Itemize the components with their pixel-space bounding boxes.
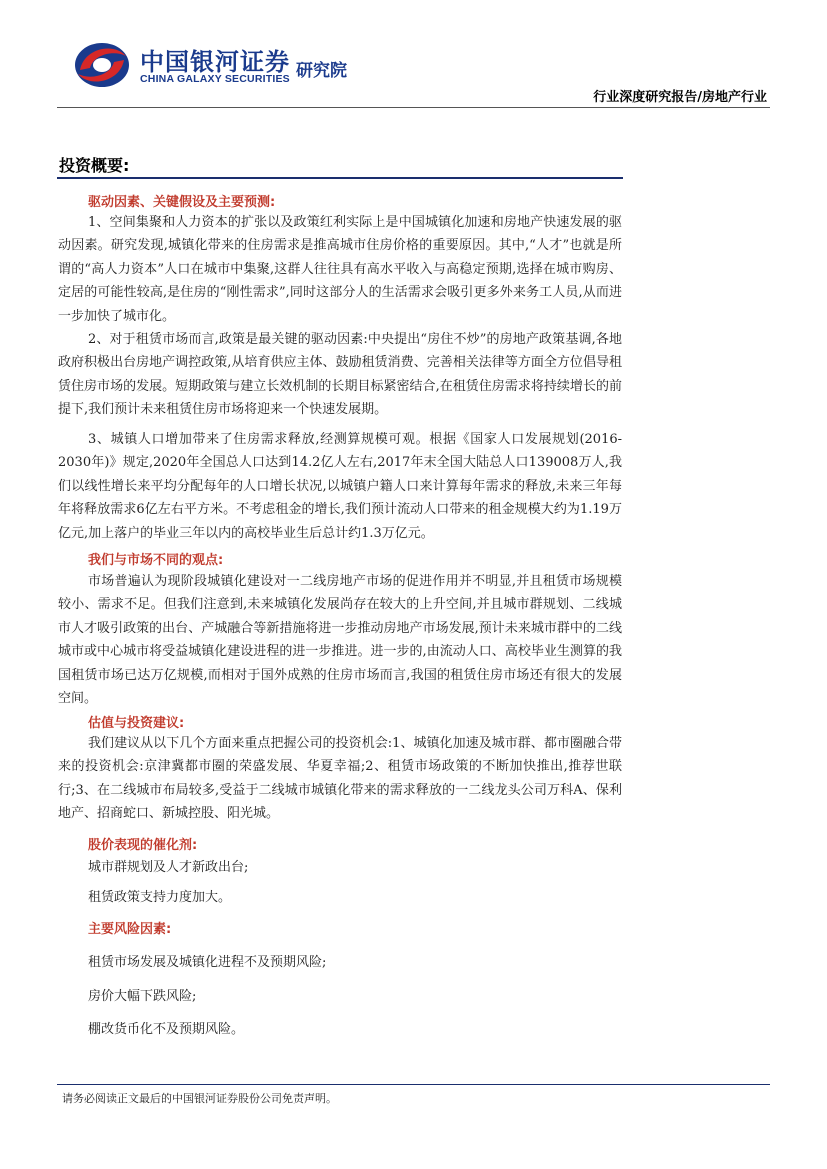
footer-divider (57, 1084, 770, 1085)
drivers-paragraph-2: 2、对于租赁市场而言,政策是最关键的驱动因素:中央提出“房住不炒”的房地产政策基调,各地政府积极出台房地产调控政策,从培育供应主体、鼓励租赁消费、完善相关法律等方面全方位倡导租赁住房市场的发展。短期政策与建立长效机制的长期目标紧密结合,在租赁住房需求将持续增长的前提下,我们预计未来租赁住房市场将迎来一个快速发展期。 (58, 332, 622, 418)
drivers-paragraph-1: 1、空间集聚和人力资本的扩张以及政策红利实际上是中国城镇化加速和房地产快速发展的驱动因素。研究发现,城镇化带来的住房需求是推高城市住房价格的重要原因。其中,“人才”也就是所谓的“高人力资本”人口在城市中集聚,这群人往往具有高水平收入与高稳定预期,选择在城市购房、定居的可能性较高,是住房的“刚性需求”,同时这部分人的生活需求会吸引更多外来务工人员,从而进一步加快了城市化。 (58, 215, 622, 324)
different-view-heading: 我们与市场不同的观点: (88, 553, 224, 568)
logo-chinese-name: 中国银河证券 (140, 48, 290, 76)
catalyst-item: 租赁政策支持力度加大。 (88, 890, 232, 905)
catalyst-item: 城市群规划及人才新政出台; (88, 860, 249, 875)
galaxy-swirl-icon (74, 40, 130, 90)
drivers-paragraph-3: 3、城镇人口增加带来了住房需求释放,经测算规模可观。根据《国家人口发展规划(2016-2030年)》规定,2020年全国总人口达到14.2亿人左右,2017年末全国大陆总人口139008万人,我们以线性增长来平均分配每年的人口增长状况,以城镇户籍人口来计算每年需求的释放,未来三年每年将释放需求6亿左右平方米。不考虑租金的增长,我们预计流动人口带来的租金规模大约为1.19万亿元,加上落户的毕业三年以内的高校毕业生后总计约1.3万亿元。 (58, 432, 622, 541)
title-divider (57, 177, 623, 179)
different-view-paragraph: 市场普遍认为现阶段城镇化建设对一二线房地产市场的促进作用并不明显,并且租赁市场规模较小、需求不足。但我们注意到,未来城镇化发展尚存在较大的上升空间,并且城市群规划、二线城市人才吸引政策的出台、产城融合等新措施将进一步推动房地产市场发展,预计未来城市群中的二线城市或中心城市将受益城镇化建设进程的进一步推进。进一步的,由流动人口、高校毕业生测算的我国租赁市场已达万亿规模,而相对于国外成熟的住房市场而言,我国的租赁住房市场还有很大的发展空间。 (58, 574, 622, 707)
page-title: 投资概要: (59, 156, 130, 175)
risks-heading: 主要风险因素: (88, 922, 172, 937)
drivers-heading: 驱动因素、关键假设及主要预测: (88, 195, 276, 210)
risk-item: 房价大幅下跌风险; (88, 989, 197, 1004)
header-divider (57, 107, 770, 108)
valuation-heading: 估值与投资建议: (88, 716, 185, 731)
risk-item: 租赁市场发展及城镇化进程不及预期风险; (88, 955, 327, 970)
company-logo (74, 38, 374, 94)
report-type-label: 行业深度研究报告/房地产行业 (593, 90, 767, 105)
logo-english-name: CHINA GALAXY SECURITIES (140, 73, 290, 85)
risk-item: 棚改货币化不及预期风险。 (88, 1022, 245, 1037)
catalysts-heading: 股价表现的催化剂: (88, 838, 198, 853)
footer-disclaimer: 请务必阅读正文最后的中国银河证券股份公司免责声明。 (62, 1092, 337, 1105)
valuation-paragraph: 我们建议从以下几个方面来重点把握公司的投资机会:1、城镇化加速及城市群、都市圈融合带来的投资机会:京津冀都市圈的荣盛发展、华夏幸福;2、租赁市场政策的不断加快推出,推荐世联行;3、在二线城市布局较多,受益于二线城市城镇化带来的需求释放的一二线龙头公司万科A、保利地产、招商蛇口、新城控股、阳光城。 (58, 736, 622, 822)
logo-institute-label: 研究院 (296, 61, 347, 81)
